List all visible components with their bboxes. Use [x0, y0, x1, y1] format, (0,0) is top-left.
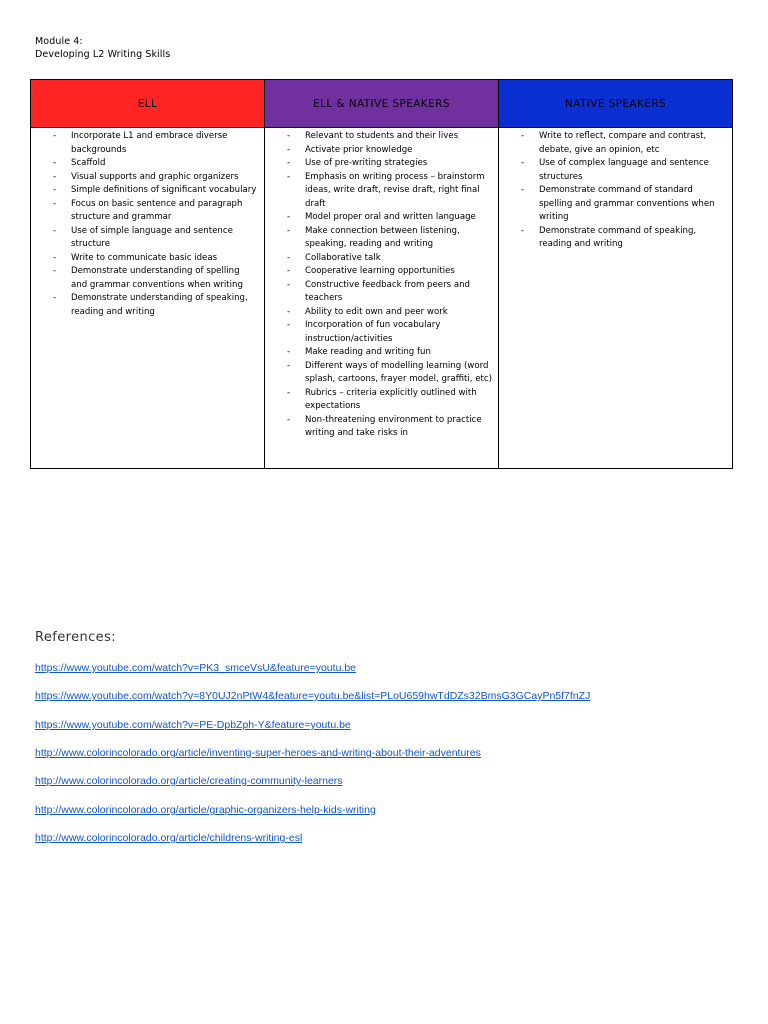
list-item: - Use of pre-writing strategies	[265, 157, 492, 171]
table-body-row	[31, 128, 733, 469]
reference-link[interactable]: https://www.youtube.com/watch?v=PK3_smceVsU&feature=youtu.be	[35, 662, 357, 674]
reference-link[interactable]: http://www.colorincolorado.org/article/creating-community-learners	[35, 775, 343, 787]
list-item: - Write to communicate basic ideas	[31, 252, 258, 266]
list-item: - Focus on basic sentence and paragraph structure and grammar	[31, 198, 258, 225]
column-header-ell: ELL	[31, 80, 265, 128]
list-item: - Incorporate L1 and embrace diverse backgrounds	[31, 130, 258, 157]
list-item: - Model proper oral and written language	[265, 211, 492, 225]
list-item: - Scaffold	[31, 157, 258, 171]
reference-link[interactable]: http://www.colorincolorado.org/article/graphic-organizers-help-kids-writing	[35, 804, 376, 816]
list-item: - Use of simple language and sentence structure	[31, 225, 258, 252]
list-item: - Non-threatening environment to practice writing and take risks in	[265, 414, 492, 441]
list-item: - Demonstrate command of speaking, reading and writing	[499, 225, 726, 252]
list-item: - Relevant to students and their lives	[265, 130, 492, 144]
reference-link[interactable]: https://www.youtube.com/watch?v=8Y0UJ2nPtW4&feature=youtu.be&list=PLoU659hwTdDZs32BmsG3GCayPn5f7fnZJ	[35, 690, 591, 702]
ell-list	[31, 130, 264, 319]
list-item: - Visual supports and graphic organizers	[31, 171, 258, 185]
list-item: - Demonstrate command of standard spelling and grammar conventions when writing	[499, 184, 726, 225]
list-item: - Demonstrate understanding of speaking, reading and writing	[31, 292, 258, 319]
list-item: - Write to reflect, compare and contrast, debate, give an opinion, etc	[499, 130, 726, 157]
list-item: - Collaborative talk	[265, 252, 492, 266]
list-item: - Make connection between listening, speaking, reading and writing	[265, 225, 492, 252]
list-item: - Use of complex language and sentence structures	[499, 157, 726, 184]
references-heading: References:	[35, 630, 117, 645]
comparison-table	[30, 79, 733, 469]
column-cell-ell-native	[265, 128, 499, 469]
ell-native-list	[265, 130, 498, 441]
list-item: - Cooperative learning opportunities	[265, 265, 492, 279]
column-header-ell-native: ELL & NATIVE SPEAKERS	[265, 80, 499, 128]
list-item: - Emphasis on writing process – brainstorm ideas, write draft, revise draft, right final draft	[265, 171, 492, 212]
column-header-native: NATIVE SPEAKERS	[499, 80, 733, 128]
module-title: Developing L2 Writing Skills	[35, 49, 171, 60]
module-label: Module 4:	[35, 36, 83, 47]
list-item: - Different ways of modelling learning (word splash, cartoons, frayer model, graffiti, etc)	[265, 360, 492, 387]
list-item: - Make reading and writing fun	[265, 346, 492, 360]
column-cell-native	[499, 128, 733, 469]
list-item: - Rubrics – criteria explicitly outlined with expectations	[265, 387, 492, 414]
document-header	[35, 35, 170, 61]
list-item: - Incorporation of fun vocabulary instruction/activities	[265, 319, 492, 346]
reference-link[interactable]: https://www.youtube.com/watch?v=PE-DpbZph-Y&feature=youtu.be	[35, 719, 351, 731]
table-header-row	[31, 80, 733, 128]
native-list	[499, 130, 732, 252]
column-cell-ell	[31, 128, 265, 469]
reference-link[interactable]: http://www.colorincolorado.org/article/childrens-writing-esl	[35, 832, 303, 844]
list-item: - Ability to edit own and peer work	[265, 306, 492, 320]
list-item: - Activate prior knowledge	[265, 144, 492, 158]
reference-link[interactable]: http://www.colorincolorado.org/article/inventing-super-heroes-and-writing-about-their-adventures	[35, 747, 481, 759]
list-item: - Simple definitions of significant vocabulary	[31, 184, 258, 198]
list-item: - Constructive feedback from peers and teachers	[265, 279, 492, 306]
list-item: - Demonstrate understanding of spelling and grammar conventions when writing	[31, 265, 258, 292]
